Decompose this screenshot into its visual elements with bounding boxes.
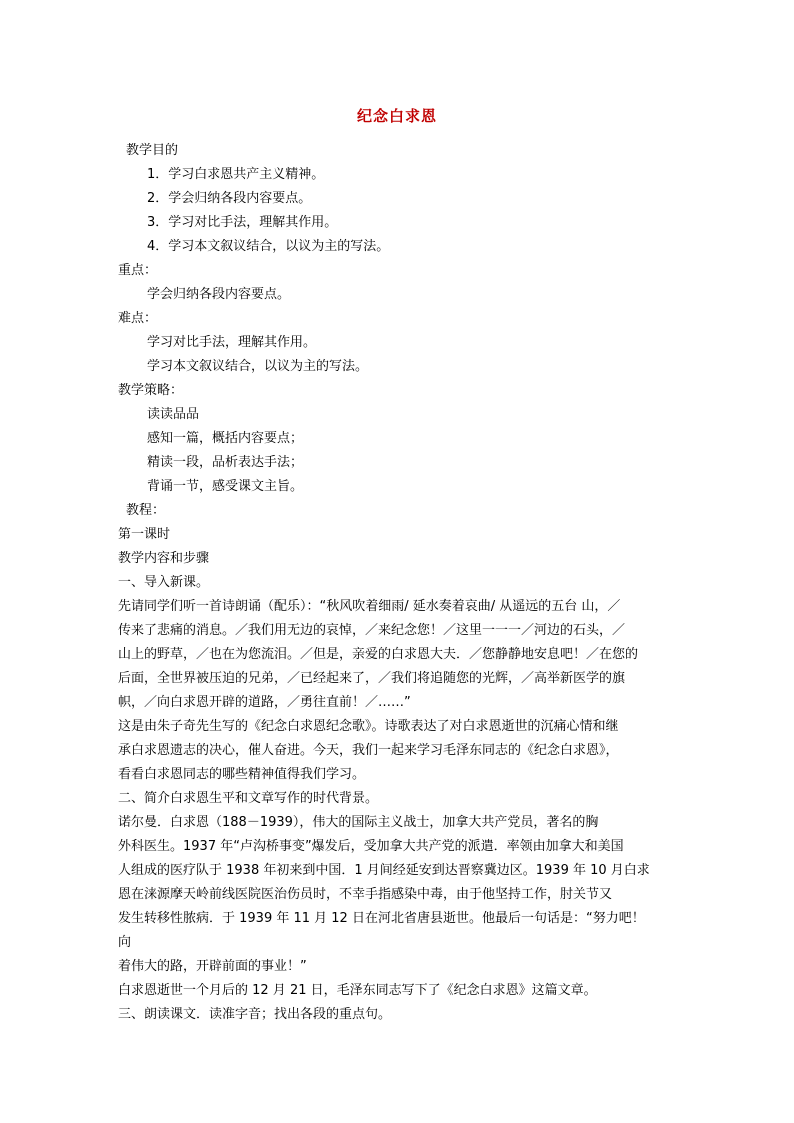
paragraph-line: 传来了悲痛的消息。／我们用无边的哀悼，／来纪念您！／这里一一一／河边的石头，／	[118, 623, 626, 638]
list-item: 4．学习本文叙议结合，以议为主的写法。	[147, 239, 390, 254]
section-heading: 三、朗读课文．读准字音；找出各段的重点句。	[118, 1007, 392, 1022]
paragraph-line: 承白求恩遗志的决心，催人奋进。今天，我们一起来学习毛泽东同志的《纪念白求恩》，	[118, 743, 619, 758]
section-heading: 第一课时	[118, 527, 171, 542]
paragraph-line: 看看白求恩同志的哪些精神值得我们学习。	[118, 767, 366, 782]
paragraph-line: 学习对比手法，理解其作用。	[147, 335, 317, 350]
section-heading: 教程：	[126, 503, 166, 518]
list-item: 3．学习对比手法，理解其作用。	[147, 215, 338, 230]
paragraph-line: 先请同学们听一首诗朗诵（配乐）：“秋风吹着细雨/ 延水奏着哀曲/ 从遥远的五台 山，／	[118, 599, 621, 614]
section-heading: 一、导入新课。	[118, 575, 210, 590]
section-heading: 二、简介白求恩生平和文章写作的时代背景。	[118, 791, 379, 806]
section-heading: 教学策略：	[118, 383, 184, 398]
paragraph-line: 背诵一节，感受课文主旨。	[147, 479, 304, 494]
paragraph-line: 感知一篇，概括内容要点；	[147, 431, 304, 446]
paragraph-line: 着伟大的路，开辟前面的事业！”	[118, 959, 307, 974]
paragraph-line: 学会归纳各段内容要点。	[147, 287, 291, 302]
list-item: 1．学习白求恩共产主义精神。	[147, 167, 325, 182]
section-heading: 难点：	[118, 311, 158, 326]
paragraph-line: 恩在涞源摩天岭前线医院医治伤员时，不幸手指感染中毒，由于他坚持工作，肘关节又	[118, 887, 613, 902]
paragraph-line: 读读品品	[147, 407, 200, 422]
section-heading: 教学内容和步骤	[118, 551, 210, 566]
paragraph-line: 学习本文叙议结合，以议为主的写法。	[147, 359, 369, 374]
paragraph-line: 后面，全世界被压迫的兄弟，／已经起来了，／我们将追随您的光辉，／高举新医学的旗	[118, 671, 626, 686]
document-title: 纪念白求恩	[356, 107, 437, 125]
list-item: 2．学会归纳各段内容要点。	[147, 191, 312, 206]
section-heading: 重点：	[118, 263, 158, 278]
paragraph-line: 精读一段，品析表达手法；	[147, 455, 304, 470]
paragraph-line: 人组成的医疗队于 1938 年初来到中国．1 月间经延安到达晋察冀边区。1939 年 10 月白求	[118, 863, 650, 878]
paragraph-line: 这是由朱子奇先生写的《纪念白求恩纪念歌》。诗歌表达了对白求恩逝世的沉痛心情和继	[118, 719, 619, 734]
paragraph-line: 山上的野草，／也在为您流泪。／但是，亲爱的白求恩大夫．／您静静地安息吧！／在您的	[118, 647, 639, 662]
paragraph-line: 向	[118, 935, 132, 950]
paragraph-line: 白求恩逝世一个月后的 12 月 21 日，毛泽东同志写下了《纪念白求恩》这篇文章。	[118, 983, 597, 998]
paragraph-line: 诺尔曼．白求恩（188－1939），伟大的国际主义战士，加拿大共产党员，著名的胸	[118, 815, 599, 830]
paragraph-line: 外科医生。1937 年“卢沟桥事变”爆发后，受加拿大共产党的派遣．率领由加拿大和美国	[118, 839, 624, 854]
paragraph-line: 发生转移性脓病．于 1939 年 11 月 12 日在河北省唐县逝世。他最后一句话是：“努力吧！	[118, 911, 645, 926]
paragraph-line: 帜，／向白求恩开辟的道路，／勇往直前！／……”	[118, 695, 411, 710]
section-heading: 教学目的	[126, 143, 179, 158]
